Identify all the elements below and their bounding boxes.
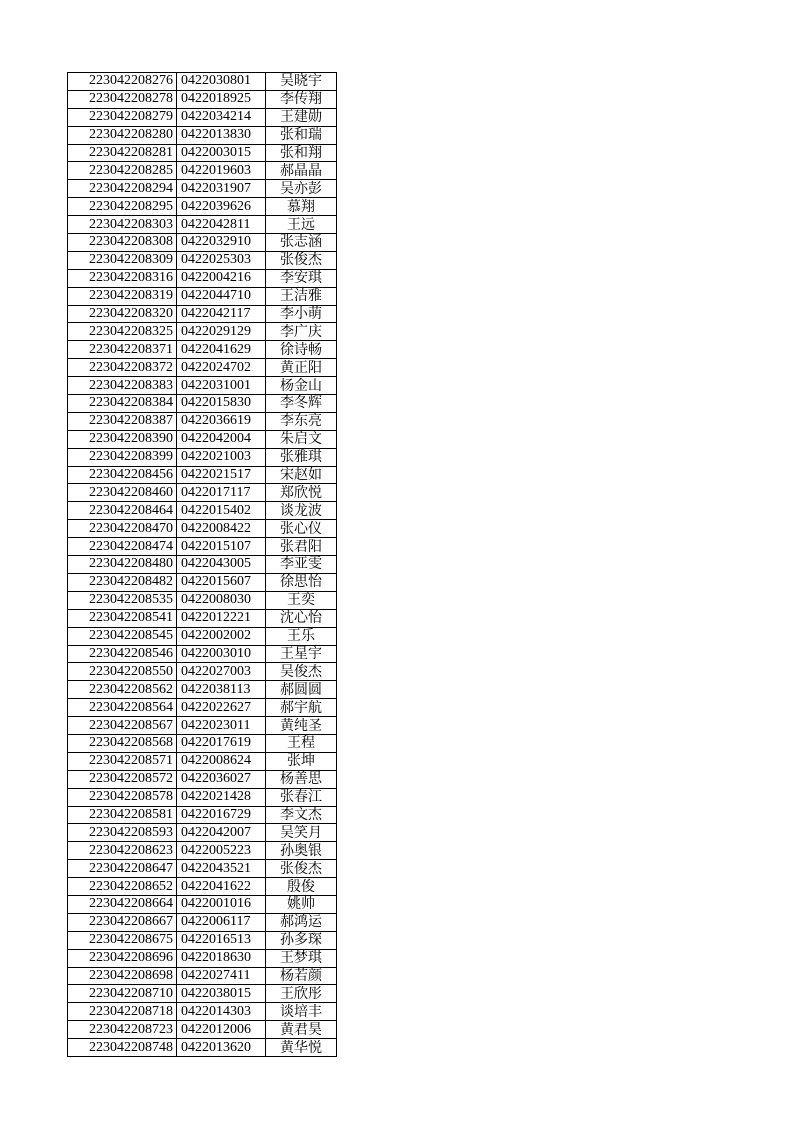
- student-name-cell: 郝宇航: [266, 699, 337, 717]
- student-id-cell: 0422013620: [177, 1039, 266, 1057]
- student-id-cell: 0422036619: [177, 412, 266, 430]
- table-row: [68, 180, 337, 198]
- student-name-cell: 杨若颜: [266, 967, 337, 985]
- table-row: [68, 412, 337, 430]
- student-name-cell: 杨金山: [266, 377, 337, 395]
- student-id-cell: 0422012006: [177, 1021, 266, 1039]
- student-name-cell: 王欣彤: [266, 985, 337, 1003]
- student-name-cell: 李安琪: [266, 269, 337, 287]
- student-id-cell: 0422015402: [177, 502, 266, 520]
- table-row: [68, 359, 337, 377]
- exam-number-cell: 223042208460: [68, 484, 177, 502]
- table-row: [68, 448, 337, 466]
- student-id-cell: 0422039626: [177, 198, 266, 216]
- student-name-cell: 李文杰: [266, 806, 337, 824]
- student-name-cell: 黄华悦: [266, 1039, 337, 1057]
- table-row: [68, 913, 337, 931]
- exam-number-cell: 223042208316: [68, 269, 177, 287]
- exam-number-cell: 223042208535: [68, 591, 177, 609]
- table-row: [68, 90, 337, 108]
- table-row: [68, 502, 337, 520]
- student-id-cell: 0422041629: [177, 341, 266, 359]
- student-name-cell: 李小萌: [266, 305, 337, 323]
- student-id-cell: 0422029129: [177, 323, 266, 341]
- exam-number-cell: 223042208276: [68, 73, 177, 91]
- exam-number-cell: 223042208280: [68, 126, 177, 144]
- student-name-cell: 吴亦彭: [266, 180, 337, 198]
- table-row: [68, 538, 337, 556]
- table-row: [68, 663, 337, 681]
- exam-number-cell: 223042208647: [68, 860, 177, 878]
- student-id-cell: 0422034214: [177, 108, 266, 126]
- exam-number-cell: 223042208399: [68, 448, 177, 466]
- student-id-cell: 0422038113: [177, 681, 266, 699]
- student-name-cell: 郝圆圆: [266, 681, 337, 699]
- table-row: [68, 269, 337, 287]
- exam-number-cell: 223042208278: [68, 90, 177, 108]
- student-id-cell: 0422042004: [177, 430, 266, 448]
- student-name-cell: 王程: [266, 734, 337, 752]
- student-id-cell: 0422043521: [177, 860, 266, 878]
- student-id-cell: 0422019603: [177, 162, 266, 180]
- exam-number-cell: 223042208550: [68, 663, 177, 681]
- exam-number-cell: 223042208387: [68, 412, 177, 430]
- table-row: [68, 717, 337, 735]
- table-row: [68, 609, 337, 627]
- student-id-cell: 0422038015: [177, 985, 266, 1003]
- student-name-cell: 张俊杰: [266, 860, 337, 878]
- student-id-cell: 0422021428: [177, 788, 266, 806]
- student-id-cell: 0422002002: [177, 627, 266, 645]
- table-row: [68, 234, 337, 252]
- exam-number-cell: 223042208294: [68, 180, 177, 198]
- student-name-cell: 张志涵: [266, 234, 337, 252]
- student-name-cell: 吴笑月: [266, 824, 337, 842]
- student-name-cell: 杨善思: [266, 770, 337, 788]
- student-name-cell: 姚帅: [266, 895, 337, 913]
- exam-number-cell: 223042208390: [68, 430, 177, 448]
- student-id-cell: 0422018630: [177, 949, 266, 967]
- table-row: [68, 752, 337, 770]
- student-name-cell: 吴俊杰: [266, 663, 337, 681]
- student-id-cell: 0422018925: [177, 90, 266, 108]
- student-name-cell: 徐诗畅: [266, 341, 337, 359]
- exam-number-cell: 223042208320: [68, 305, 177, 323]
- table-row: [68, 645, 337, 663]
- student-id-cell: 0422008030: [177, 591, 266, 609]
- student-name-cell: 张坤: [266, 752, 337, 770]
- table-row: [68, 734, 337, 752]
- exam-number-cell: 223042208384: [68, 395, 177, 413]
- student-name-cell: 李广庆: [266, 323, 337, 341]
- exam-number-cell: 223042208718: [68, 1003, 177, 1021]
- exam-number-cell: 223042208562: [68, 681, 177, 699]
- student-name-cell: 李亚雯: [266, 556, 337, 574]
- student-name-cell: 李冬辉: [266, 395, 337, 413]
- student-id-cell: 0422042007: [177, 824, 266, 842]
- student-name-cell: 李东亮: [266, 412, 337, 430]
- exam-number-cell: 223042208568: [68, 734, 177, 752]
- exam-number-cell: 223042208480: [68, 556, 177, 574]
- table-row: [68, 591, 337, 609]
- student-name-cell: 王梦琪: [266, 949, 337, 967]
- student-id-cell: 0422025303: [177, 251, 266, 269]
- student-name-cell: 郝晶晶: [266, 162, 337, 180]
- student-name-cell: 黄正阳: [266, 359, 337, 377]
- student-id-cell: 0422022627: [177, 699, 266, 717]
- table-row: [68, 842, 337, 860]
- table-row: [68, 985, 337, 1003]
- student-id-cell: 0422024702: [177, 359, 266, 377]
- student-name-cell: 王建勋: [266, 108, 337, 126]
- student-name-cell: 黄君昊: [266, 1021, 337, 1039]
- student-name-cell: 朱启文: [266, 430, 337, 448]
- student-id-cell: 0422004216: [177, 269, 266, 287]
- table-row: [68, 627, 337, 645]
- student-id-cell: 0422027411: [177, 967, 266, 985]
- exam-number-cell: 223042208572: [68, 770, 177, 788]
- student-name-cell: 张心仪: [266, 520, 337, 538]
- exam-number-cell: 223042208593: [68, 824, 177, 842]
- table-row: [68, 949, 337, 967]
- table-row: [68, 1021, 337, 1039]
- student-name-cell: 王奕: [266, 591, 337, 609]
- table-row: [68, 216, 337, 234]
- student-id-cell: 0422017619: [177, 734, 266, 752]
- exam-number-cell: 223042208652: [68, 878, 177, 896]
- exam-number-cell: 223042208698: [68, 967, 177, 985]
- student-name-cell: 谈培丰: [266, 1003, 337, 1021]
- student-id-cell: 0422031001: [177, 377, 266, 395]
- student-name-cell: 李传翔: [266, 90, 337, 108]
- roster-table: [67, 72, 337, 1057]
- table-row: [68, 377, 337, 395]
- student-id-cell: 0422043005: [177, 556, 266, 574]
- exam-number-cell: 223042208710: [68, 985, 177, 1003]
- student-id-cell: 0422027003: [177, 663, 266, 681]
- table-row: [68, 466, 337, 484]
- table-row: [68, 1039, 337, 1057]
- student-id-cell: 0422021003: [177, 448, 266, 466]
- student-id-cell: 0422023011: [177, 717, 266, 735]
- student-id-cell: 0422030801: [177, 73, 266, 91]
- student-name-cell: 张和翔: [266, 144, 337, 162]
- exam-number-cell: 223042208303: [68, 216, 177, 234]
- student-name-cell: 郝鸿运: [266, 913, 337, 931]
- student-id-cell: 0422021517: [177, 466, 266, 484]
- table-row: [68, 484, 337, 502]
- table-row: [68, 824, 337, 842]
- student-name-cell: 谈龙波: [266, 502, 337, 520]
- table-row: [68, 287, 337, 305]
- exam-number-cell: 223042208325: [68, 323, 177, 341]
- student-name-cell: 郑欣悦: [266, 484, 337, 502]
- exam-number-cell: 223042208319: [68, 287, 177, 305]
- student-name-cell: 殷俊: [266, 878, 337, 896]
- table-row: [68, 699, 337, 717]
- table-row: [68, 788, 337, 806]
- exam-number-cell: 223042208482: [68, 573, 177, 591]
- table-row: [68, 305, 337, 323]
- exam-number-cell: 223042208372: [68, 359, 177, 377]
- table-row: [68, 251, 337, 269]
- student-id-cell: 0422013830: [177, 126, 266, 144]
- student-id-cell: 0422012221: [177, 609, 266, 627]
- student-name-cell: 黄纯圣: [266, 717, 337, 735]
- table-row: [68, 806, 337, 824]
- student-id-cell: 0422042811: [177, 216, 266, 234]
- exam-number-cell: 223042208474: [68, 538, 177, 556]
- exam-number-cell: 223042208470: [68, 520, 177, 538]
- student-id-cell: 0422015107: [177, 538, 266, 556]
- student-name-cell: 王远: [266, 216, 337, 234]
- exam-number-cell: 223042208285: [68, 162, 177, 180]
- exam-number-cell: 223042208581: [68, 806, 177, 824]
- student-name-cell: 徐思怡: [266, 573, 337, 591]
- student-id-cell: 0422003010: [177, 645, 266, 663]
- table-row: [68, 967, 337, 985]
- student-id-cell: 0422008422: [177, 520, 266, 538]
- table-row: [68, 573, 337, 591]
- student-id-cell: 0422003015: [177, 144, 266, 162]
- student-id-cell: 0422032910: [177, 234, 266, 252]
- table-row: [68, 162, 337, 180]
- student-name-cell: 慕翔: [266, 198, 337, 216]
- student-name-cell: 张俊杰: [266, 251, 337, 269]
- exam-number-cell: 223042208567: [68, 717, 177, 735]
- exam-number-cell: 223042208456: [68, 466, 177, 484]
- table-row: [68, 341, 337, 359]
- student-name-cell: 张春江: [266, 788, 337, 806]
- table-row: [68, 931, 337, 949]
- exam-number-cell: 223042208564: [68, 699, 177, 717]
- table-row: [68, 108, 337, 126]
- student-name-cell: 王星宇: [266, 645, 337, 663]
- table-row: [68, 430, 337, 448]
- exam-number-cell: 223042208309: [68, 251, 177, 269]
- student-name-cell: 张雅琪: [266, 448, 337, 466]
- exam-number-cell: 223042208383: [68, 377, 177, 395]
- exam-number-cell: 223042208546: [68, 645, 177, 663]
- table-row: [68, 895, 337, 913]
- roster-body: [68, 73, 337, 1057]
- student-name-cell: 宋赵如: [266, 466, 337, 484]
- student-name-cell: 孙奥银: [266, 842, 337, 860]
- exam-number-cell: 223042208295: [68, 198, 177, 216]
- student-id-cell: 0422006117: [177, 913, 266, 931]
- exam-number-cell: 223042208464: [68, 502, 177, 520]
- table-row: [68, 323, 337, 341]
- student-id-cell: 0422015607: [177, 573, 266, 591]
- table-row: [68, 395, 337, 413]
- table-row: [68, 681, 337, 699]
- exam-number-cell: 223042208541: [68, 609, 177, 627]
- exam-number-cell: 223042208281: [68, 144, 177, 162]
- student-name-cell: 孙多琛: [266, 931, 337, 949]
- student-name-cell: 沈心怡: [266, 609, 337, 627]
- student-id-cell: 0422016729: [177, 806, 266, 824]
- exam-number-cell: 223042208308: [68, 234, 177, 252]
- table-row: [68, 878, 337, 896]
- student-name-cell: 王洁雅: [266, 287, 337, 305]
- student-id-cell: 0422042117: [177, 305, 266, 323]
- student-id-cell: 0422005223: [177, 842, 266, 860]
- student-name-cell: 张和瑞: [266, 126, 337, 144]
- exam-number-cell: 223042208675: [68, 931, 177, 949]
- table-row: [68, 770, 337, 788]
- exam-number-cell: 223042208696: [68, 949, 177, 967]
- exam-number-cell: 223042208667: [68, 913, 177, 931]
- exam-number-cell: 223042208578: [68, 788, 177, 806]
- table-row: [68, 126, 337, 144]
- table-row: [68, 144, 337, 162]
- student-name-cell: 王乐: [266, 627, 337, 645]
- exam-number-cell: 223042208545: [68, 627, 177, 645]
- student-name-cell: 张君阳: [266, 538, 337, 556]
- exam-number-cell: 223042208723: [68, 1021, 177, 1039]
- student-id-cell: 0422001016: [177, 895, 266, 913]
- student-id-cell: 0422016513: [177, 931, 266, 949]
- exam-number-cell: 223042208623: [68, 842, 177, 860]
- student-id-cell: 0422031907: [177, 180, 266, 198]
- student-id-cell: 0422017117: [177, 484, 266, 502]
- student-id-cell: 0422044710: [177, 287, 266, 305]
- student-id-cell: 0422015830: [177, 395, 266, 413]
- student-id-cell: 0422008624: [177, 752, 266, 770]
- exam-number-cell: 223042208748: [68, 1039, 177, 1057]
- table-row: [68, 198, 337, 216]
- exam-number-cell: 223042208571: [68, 752, 177, 770]
- table-row: [68, 860, 337, 878]
- table-row: [68, 556, 337, 574]
- table-row: [68, 73, 337, 91]
- exam-number-cell: 223042208664: [68, 895, 177, 913]
- student-id-cell: 0422014303: [177, 1003, 266, 1021]
- exam-number-cell: 223042208279: [68, 108, 177, 126]
- table-row: [68, 1003, 337, 1021]
- table-row: [68, 520, 337, 538]
- student-name-cell: 吴晓宇: [266, 73, 337, 91]
- student-id-cell: 0422036027: [177, 770, 266, 788]
- exam-number-cell: 223042208371: [68, 341, 177, 359]
- student-id-cell: 0422041622: [177, 878, 266, 896]
